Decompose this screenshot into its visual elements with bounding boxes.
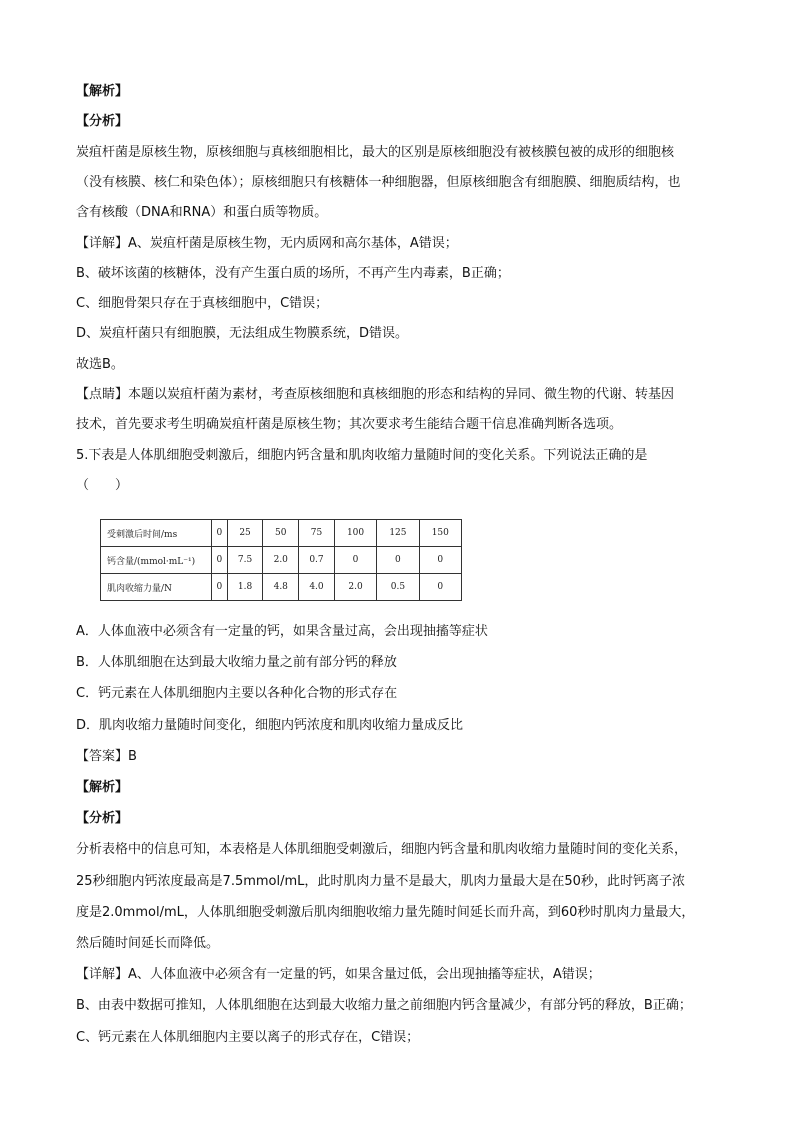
row-label: 钙含量/(mmol·mL⁻¹) (101, 547, 212, 574)
table-cell: 75 (299, 520, 335, 547)
text-line: B、由表中数据可推知，人体肌细胞在达到最大收缩力量之前细胞内钙含量减少，有部分钙的释放，B正确； (76, 998, 692, 1014)
text-line: 技术，首先要求考生明确炭疽杆菌是原核生物；其次要求考生能结合题干信息准确判断各选项。 (76, 417, 623, 433)
text-line: 【答案】B (76, 748, 137, 764)
text-line: D、炭疽杆菌只有细胞膜，无法组成生物膜系统，D错误。 (76, 326, 409, 342)
table-cell: 0 (419, 547, 461, 574)
text-line: 含有核酸（DNA和RNA）和蛋白质等物质。 (76, 205, 328, 221)
text-line: D．肌肉收缩力量随时间变化，细胞内钙浓度和肌肉收缩力量成反比 (76, 717, 464, 733)
table-cell: 50 (263, 520, 299, 547)
row-label: 受刺激后时间/ms (101, 520, 212, 547)
text-line: 然后随时间延长而降低。 (76, 936, 220, 951)
table-row (101, 574, 462, 601)
table-row (101, 520, 462, 547)
text-line: （没有核膜、核仁和染色体）；原核细胞只有核糖体一种细胞器，但原核细胞含有细胞膜、细胞质结构，也 (76, 174, 681, 190)
table-cell: 0 (334, 547, 376, 574)
table-cell: 1.8 (227, 574, 263, 601)
table-cell: 4.8 (263, 574, 299, 601)
table-cell: 4.0 (299, 574, 335, 601)
text-line: 分析表格中的信息可知，本表格是人体肌细胞受刺激后，细胞内钙含量和肌肉收缩力量随时间的变化关系， (76, 842, 688, 858)
table-cell: 0.5 (377, 574, 419, 601)
text-line: B．人体肌细胞在达到最大收缩力量之前有部分钙的释放 (76, 655, 397, 671)
text-line: 【分析】 (76, 811, 129, 827)
text-line: 【解析】 (76, 84, 129, 99)
text-line: B、破坏该菌的核糖体，没有产生蛋白质的场所，不再产生内毒素，B正确； (76, 265, 510, 281)
text-line: A．人体血液中必须含有一定量的钙，如果含量过高，会出现抽搐等症状 (76, 624, 488, 639)
text-line: 度是2.0mmol/mL，人体肌细胞受刺激后肌肉细胞收缩力量先随时间延长而升高，到60秒时肌肉力量最大， (76, 904, 695, 920)
table-cell: 0 (377, 547, 419, 574)
text-line: 5.下表是人体肌细胞受刺激后，细胞内钙含量和肌肉收缩力量随时间的变化关系。下列说法正确的是 (76, 447, 648, 463)
table-cell: 2.0 (263, 547, 299, 574)
text-line: C、细胞骨架只存在于真核细胞中，C错误； (76, 296, 329, 312)
text-line: 炭疽杆菌是原核生物，原核细胞与真核细胞相比，最大的区别是原核细胞没有被核膜包被的成形的细胞核 (76, 144, 675, 160)
text-line: 【详解】A、炭疽杆菌是原核生物，无内质网和高尔基体，A错误； (76, 235, 458, 251)
table-cell: 0 (212, 547, 228, 574)
table-cell: 150 (419, 520, 461, 547)
text-line: （ ） (76, 477, 129, 493)
table-row (101, 547, 462, 574)
data-table-container (100, 519, 462, 601)
text-line: C、钙元素在人体肌细胞内主要以离子的形式存在，C错误； (76, 1029, 420, 1045)
table-cell: 0 (419, 574, 461, 601)
table-cell: 125 (377, 520, 419, 547)
table-cell: 0.7 (299, 547, 335, 574)
text-line: 【点睛】本题以炭疽杆菌为素材，考查原核细胞和真核细胞的形态和结构的异同、微生物的代谢、转基因 (76, 387, 675, 402)
table-cell: 0 (212, 520, 228, 547)
table-cell: 25 (227, 520, 263, 547)
row-label: 肌肉收缩力量/N (101, 574, 212, 601)
table-cell: 100 (334, 520, 376, 547)
table-cell: 7.5 (227, 547, 263, 574)
table-cell: 2.0 (334, 574, 376, 601)
text-line: C．钙元素在人体肌细胞内主要以各种化合物的形式存在 (76, 686, 398, 702)
text-line: 【解析】 (76, 780, 129, 795)
calcium-force-table (100, 519, 462, 601)
text-line: 故选B。 (76, 356, 124, 372)
text-line: 25秒细胞内钙浓度最高是7.5mmol/mL，此时肌肉力量不是最大，肌肉力量最大是在50秒，此时钙离子浓 (76, 873, 685, 889)
text-line: 【分析】 (76, 114, 129, 130)
text-line: 【详解】A、人体血液中必须含有一定量的钙，如果含量过低，会出现抽搐等症状，A错误； (76, 967, 601, 983)
table-cell: 0 (212, 574, 228, 601)
